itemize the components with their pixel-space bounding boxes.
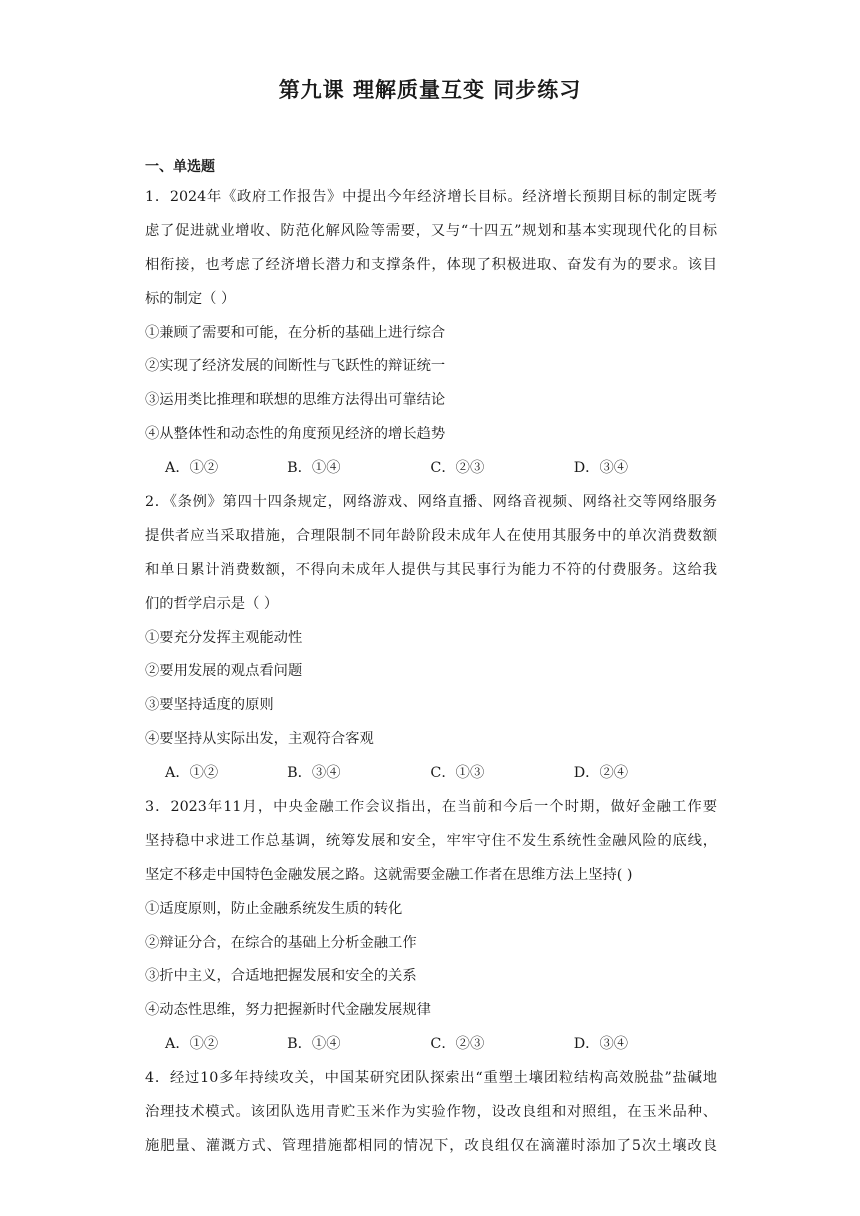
question-stem-line: 提供者应当采取措施，合理限制不同年龄阶段未成年人在使用其服务中的单次消费数额 xyxy=(145,527,717,544)
answer-options xyxy=(145,1028,717,1062)
answer-options xyxy=(145,452,717,486)
option-a[interactable]: A．①② xyxy=(165,765,219,782)
question-statement: ②要用发展的观点看问题 xyxy=(145,663,303,680)
option-c[interactable]: C．①③ xyxy=(430,765,485,782)
question-4 xyxy=(145,1062,717,1164)
question-3 xyxy=(145,791,717,1062)
question-statement: ①要充分发挥主观能动性 xyxy=(145,629,303,646)
question-1 xyxy=(145,181,717,486)
question-statement: ②实现了经济发展的间断性与飞跃性的辩证统一 xyxy=(145,358,446,375)
question-statement: ③运用类比推理和联想的思维方法得出可靠结论 xyxy=(145,392,446,409)
question-stem-line: 坚持稳中求进工作总基调，统筹发展和安全，牢牢守住不发生系统性金融风险的底线， xyxy=(145,832,717,849)
question-stem-line: 3．2023年11月，中央金融工作会议指出，在当前和今后一个时期，做好金融工作要 xyxy=(145,799,717,816)
option-d[interactable]: D．③④ xyxy=(573,460,629,477)
question-stem-line: 施肥量、灌溉方式、管理措施都相同的情况下，改良组仅在滴灌时添加了5次土壤改良 xyxy=(145,1137,717,1154)
option-a[interactable]: A．①② xyxy=(165,460,219,477)
question-stem-line: 和单日累计消费数额，不得向未成年人提供与其民事行为能力不符的付费服务。这给我 xyxy=(145,561,717,578)
option-d[interactable]: D．②④ xyxy=(573,765,629,782)
question-list xyxy=(145,181,717,1164)
question-statement: ①适度原则，防止金融系统发生质的转化 xyxy=(145,900,403,917)
question-statement: ③折中主义，合适地把握发展和安全的关系 xyxy=(145,968,417,985)
option-c[interactable]: C．②③ xyxy=(430,460,485,477)
page-title: 第九课 理解质量互变 同步练习 xyxy=(278,78,582,102)
option-c[interactable]: C．②③ xyxy=(430,1036,485,1053)
question-stem-line: 标的制定（ ） xyxy=(145,290,236,307)
question-stem-line: 4．经过10多年持续攻关，中国某研究团队探索出“重塑土壤团粒结构高效脱盐”盐碱地 xyxy=(145,1070,717,1087)
question-2 xyxy=(145,486,717,791)
question-stem-line: 们的哲学启示是（ ） xyxy=(145,595,279,612)
option-a[interactable]: A．①② xyxy=(165,1036,219,1053)
question-stem-line: 1．2024年《政府工作报告》中提出今年经济增长目标。经济增长预期目标的制定既考 xyxy=(145,189,717,205)
question-statement: ④动态性思维，努力把握新时代金融发展规律 xyxy=(145,1002,431,1019)
option-b[interactable]: B．①④ xyxy=(287,1036,341,1053)
option-d[interactable]: D．③④ xyxy=(573,1036,629,1053)
question-stem-line: 虑了促进就业增收、防范化解风险等需要，又与“十四五”规划和基本实现现代化的目标 xyxy=(145,222,717,239)
option-b[interactable]: B．①④ xyxy=(287,460,341,477)
option-b[interactable]: B．③④ xyxy=(287,765,341,782)
question-statement: ④要坚持从实际出发，主观符合客观 xyxy=(145,731,374,748)
question-stem-line: 坚定不移走中国特色金融发展之路。这就需要金融工作者在思维方法上坚持( ) xyxy=(145,866,633,883)
section-heading: 一、单选题 xyxy=(145,159,215,175)
question-stem-line: 相衔接，也考虑了经济增长潜力和支撑条件，体现了积极进取、奋发有为的要求。该目 xyxy=(145,256,717,273)
question-statement: ②辩证分合，在综合的基础上分析金融工作 xyxy=(145,934,417,951)
question-statement: ③要坚持适度的原则 xyxy=(145,697,274,714)
question-stem-line: 2．《条例》第四十四条规定，网络游戏、网络直播、网络音视频、网络社交等网络服务 xyxy=(145,494,717,511)
answer-options xyxy=(145,757,717,791)
question-stem-line: 治理技术模式。该团队选用青贮玉米作为实验作物，设改良组和对照组，在玉米品种、 xyxy=(145,1104,717,1121)
question-statement: ④从整体性和动态性的角度预见经济的增长趋势 xyxy=(145,426,446,443)
question-statement: ①兼顾了需要和可能，在分析的基础上进行综合 xyxy=(145,324,446,341)
